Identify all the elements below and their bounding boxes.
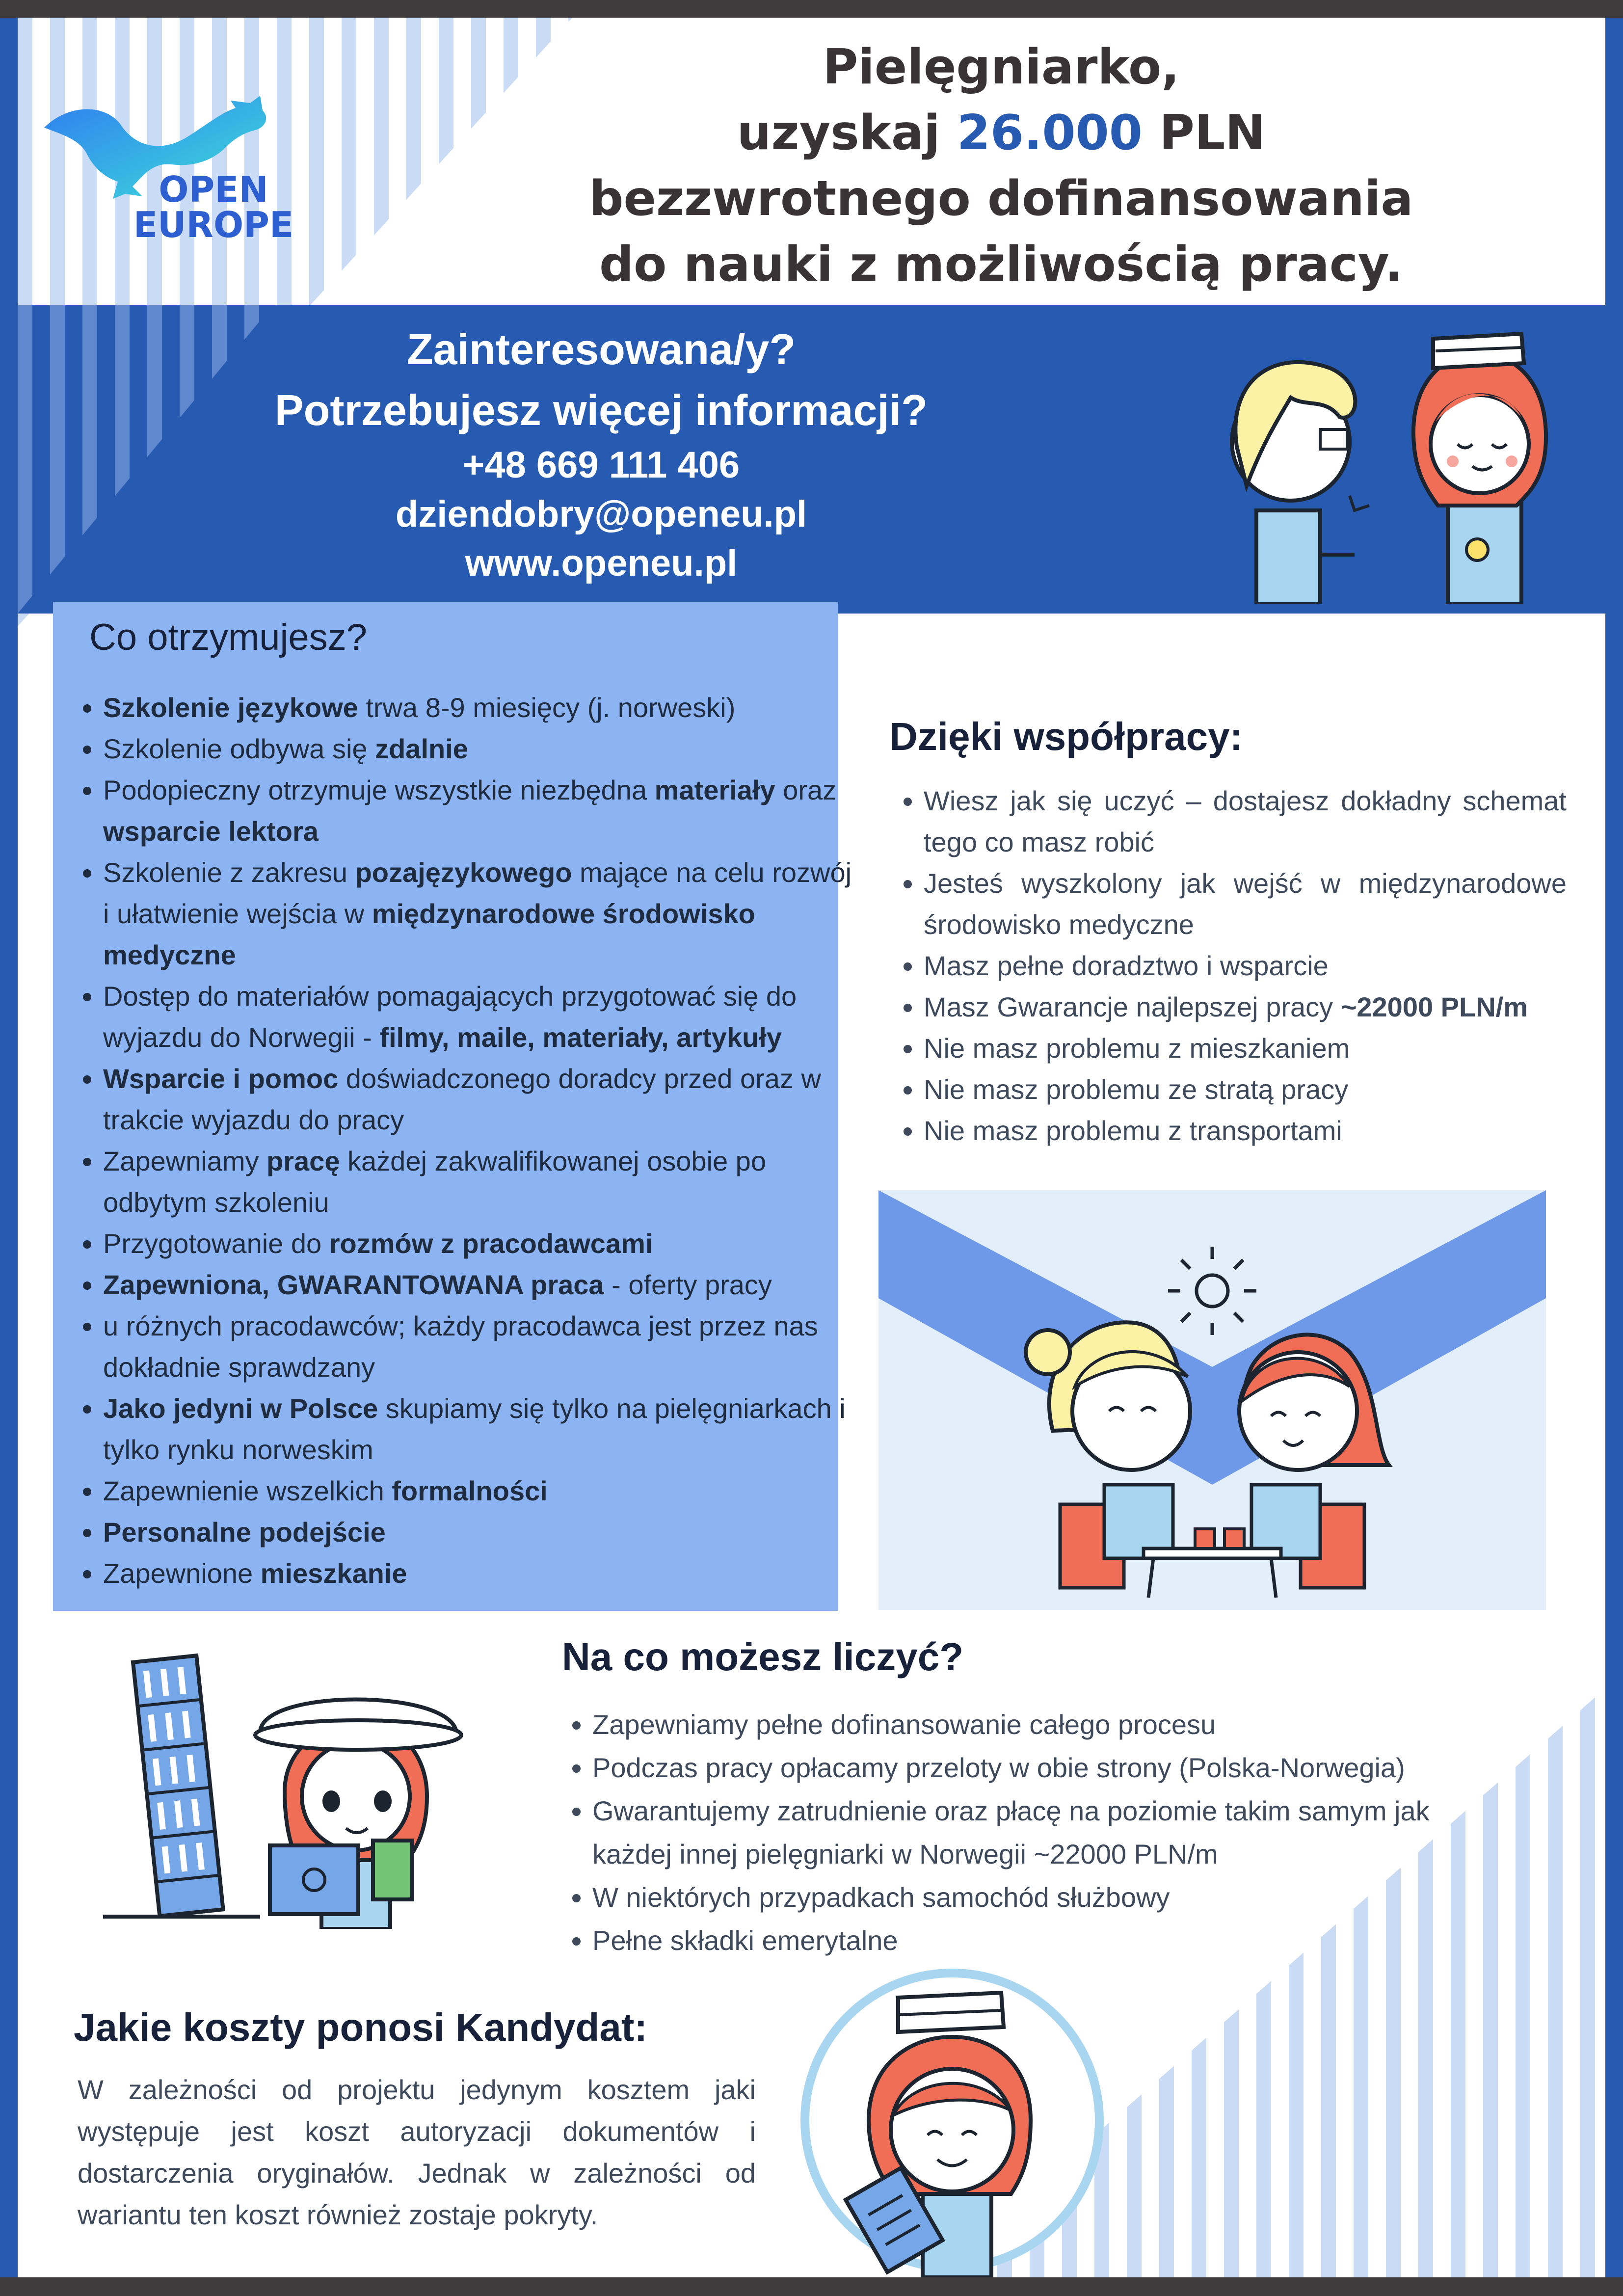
list-item-text: formalności bbox=[392, 1475, 548, 1506]
list-item-text: Zapewniamy pełne dofinansowanie całego procesu bbox=[592, 1709, 1216, 1740]
list-item-text: pracę bbox=[266, 1146, 340, 1176]
list-item-text: filmy, maile, materiały, artykuły bbox=[379, 1022, 782, 1053]
list-item-text: Personalne podejście bbox=[103, 1517, 386, 1548]
list-item bbox=[924, 863, 1567, 945]
left-border bbox=[0, 18, 18, 2277]
list-item-text: Gwarantujemy zatrudnienie oraz płacę na poziomie takim samym jak każdej innej pielęgniarki w Norwegii ~22000 PLN/m bbox=[592, 1795, 1430, 1869]
list-item bbox=[103, 1264, 859, 1306]
list-item bbox=[924, 1069, 1567, 1110]
list-item-text: rozmów z pracodawcami bbox=[329, 1228, 653, 1259]
count-on-list bbox=[562, 1703, 1515, 1962]
list-item bbox=[103, 770, 859, 852]
list-item bbox=[924, 1110, 1567, 1151]
contact-email[interactable]: dziendobry@openeu.pl bbox=[395, 493, 807, 535]
list-item bbox=[924, 1028, 1567, 1069]
logo-text: OPEN EUROPE bbox=[133, 169, 294, 245]
list-item-text: Nie masz problemu z mieszkaniem bbox=[924, 1033, 1350, 1064]
list-item-text: Nie masz problemu z transportami bbox=[924, 1115, 1342, 1146]
list-item-text: Masz Gwarancje najlepszej pracy bbox=[924, 991, 1341, 1022]
list-item-text: Wsparcie i pomoc bbox=[103, 1063, 339, 1094]
list-item bbox=[592, 1919, 1515, 1962]
contact-website[interactable]: www.openeu.pl bbox=[465, 542, 738, 584]
list-item-text: trwa 8-9 miesięcy (j. norweski) bbox=[358, 692, 736, 723]
list-item bbox=[103, 1306, 859, 1388]
list-item-text: mieszkanie bbox=[260, 1558, 407, 1589]
list-item-text: pozajęzykowego bbox=[355, 857, 572, 888]
contact-question-1: Zainteresowana/y? bbox=[406, 325, 796, 374]
contact-info bbox=[196, 319, 1006, 588]
list-item-text: międzynarodowe środowisko medyczne bbox=[103, 898, 755, 970]
list-item-text: Pełne składki emerytalne bbox=[592, 1925, 898, 1956]
list-item bbox=[924, 780, 1567, 863]
list-item bbox=[924, 945, 1567, 987]
list-item-text: Zapewnienie wszelkich bbox=[103, 1475, 392, 1506]
list-item-text: oraz bbox=[775, 774, 837, 805]
cooperation-list bbox=[893, 780, 1567, 1151]
list-item-text: mające na celu rozwój i ułatwienie wejścia w bbox=[103, 857, 852, 929]
list-item-text: zdalnie bbox=[375, 733, 468, 764]
list-item-text: Jesteś wyszkolony jak wejść w międzynarodowe środowisko medyczne bbox=[924, 868, 1567, 940]
two-women-coffee-illustration bbox=[878, 1190, 1546, 1610]
list-item bbox=[592, 1876, 1515, 1919]
benefits-title: Co otrzymujesz? bbox=[89, 616, 367, 658]
list-item bbox=[103, 1512, 859, 1553]
list-item-text: Jako jedyni w Polsce bbox=[103, 1393, 378, 1424]
bottom-border bbox=[0, 2277, 1623, 2296]
top-border bbox=[0, 0, 1623, 18]
list-item bbox=[103, 1388, 859, 1470]
list-item-text: u różnych pracodawców; każdy pracodawca jest przez nas dokładnie sprawdzany bbox=[103, 1310, 818, 1383]
list-item-text: Masz pełne doradztwo i wsparcie bbox=[924, 950, 1329, 981]
list-item bbox=[924, 987, 1567, 1028]
benefits-list bbox=[74, 687, 859, 1594]
list-item-text: każdej zakwalifikowanej osobie po odbytym szkoleniu bbox=[103, 1146, 766, 1218]
list-item-text: Nie masz problemu ze stratą pracy bbox=[924, 1074, 1349, 1105]
nurse-clipboard-illustration bbox=[795, 1963, 1109, 2277]
list-item-text: materiały bbox=[654, 774, 775, 805]
list-item-text: Szkolenie odbywa się bbox=[103, 733, 375, 764]
list-item bbox=[103, 1058, 859, 1141]
list-item bbox=[103, 1141, 859, 1223]
list-item bbox=[103, 1223, 859, 1264]
list-item-text: Dostęp do materiałów pomagających przygotować się do wyjazdu do Norwegii - bbox=[103, 981, 797, 1053]
list-item bbox=[103, 687, 859, 728]
list-item bbox=[103, 976, 859, 1058]
list-item-text: Przygotowanie do bbox=[103, 1228, 329, 1259]
list-item bbox=[103, 1553, 859, 1594]
list-item bbox=[103, 1470, 859, 1512]
list-item-text: Wiesz jak się uczyć – dostajesz dokładny schemat tego co masz robić bbox=[924, 785, 1567, 857]
list-item-text: - oferty pracy bbox=[604, 1269, 772, 1300]
list-item bbox=[592, 1746, 1515, 1789]
list-item-text: Podczas pracy opłacamy przeloty w obie strony (Polska-Norwegia) bbox=[592, 1752, 1405, 1783]
cooperation-title: Dzięki współpracy: bbox=[889, 715, 1243, 758]
list-item-text: Szkolenie z zakresu bbox=[103, 857, 355, 888]
list-item-text: Podopieczny otrzymuje wszystkie niezbędna bbox=[103, 774, 655, 805]
list-item-text: ~22000 PLN/m bbox=[1340, 991, 1528, 1022]
list-item bbox=[592, 1789, 1515, 1876]
list-item bbox=[103, 728, 859, 770]
costs-text: W zależności od projektu jedynym kosztem jaki występuje jest koszt autoryzacji dokumentów i dostarczenia oryginałów. Jednak w zależności od wariantu ten koszt również zostaje pokryty. bbox=[78, 2074, 756, 2230]
list-item bbox=[592, 1703, 1515, 1746]
contact-question-2: Potrzebujesz więcej informacji? bbox=[274, 386, 928, 434]
nurse-doctor-illustration bbox=[1217, 324, 1580, 604]
list-item-text: Zapewniamy bbox=[103, 1146, 267, 1176]
list-item-text: wsparcie lektora bbox=[103, 816, 319, 847]
leaning-tower-traveler-illustration bbox=[98, 1649, 471, 1929]
list-item-text: W niektórych przypadkach samochód służbowy bbox=[592, 1882, 1170, 1913]
page-title: Pielęgniarko, uzyskaj 26.000 PLN bezzwrotnego dofinansowania do nauki z możliwością pracy. bbox=[589, 39, 1413, 293]
costs-title: Jakie koszty ponosi Kandydat: bbox=[74, 2005, 648, 2049]
list-item bbox=[103, 852, 859, 976]
list-item-text: Zapewnione bbox=[103, 1558, 261, 1589]
list-item-text: Szkolenie językowe bbox=[103, 692, 358, 723]
contact-phone[interactable]: +48 669 111 406 bbox=[462, 444, 740, 486]
list-item-text: skupiamy się tylko na pielęgniarkach i tylko rynku norweskim bbox=[103, 1393, 846, 1465]
count-on-title: Na co możesz liczyć? bbox=[562, 1635, 964, 1679]
list-item-text: Zapewniona, GWARANTOWANA praca bbox=[103, 1269, 604, 1300]
headline-amount: 26.000 bbox=[957, 105, 1143, 161]
right-border bbox=[1605, 18, 1623, 2277]
two-women-coffee-illustration-art bbox=[878, 1190, 1546, 1610]
list-item-text: doświadczonego doradcy przed oraz w trakcie wyjazdu do pracy bbox=[103, 1063, 821, 1135]
